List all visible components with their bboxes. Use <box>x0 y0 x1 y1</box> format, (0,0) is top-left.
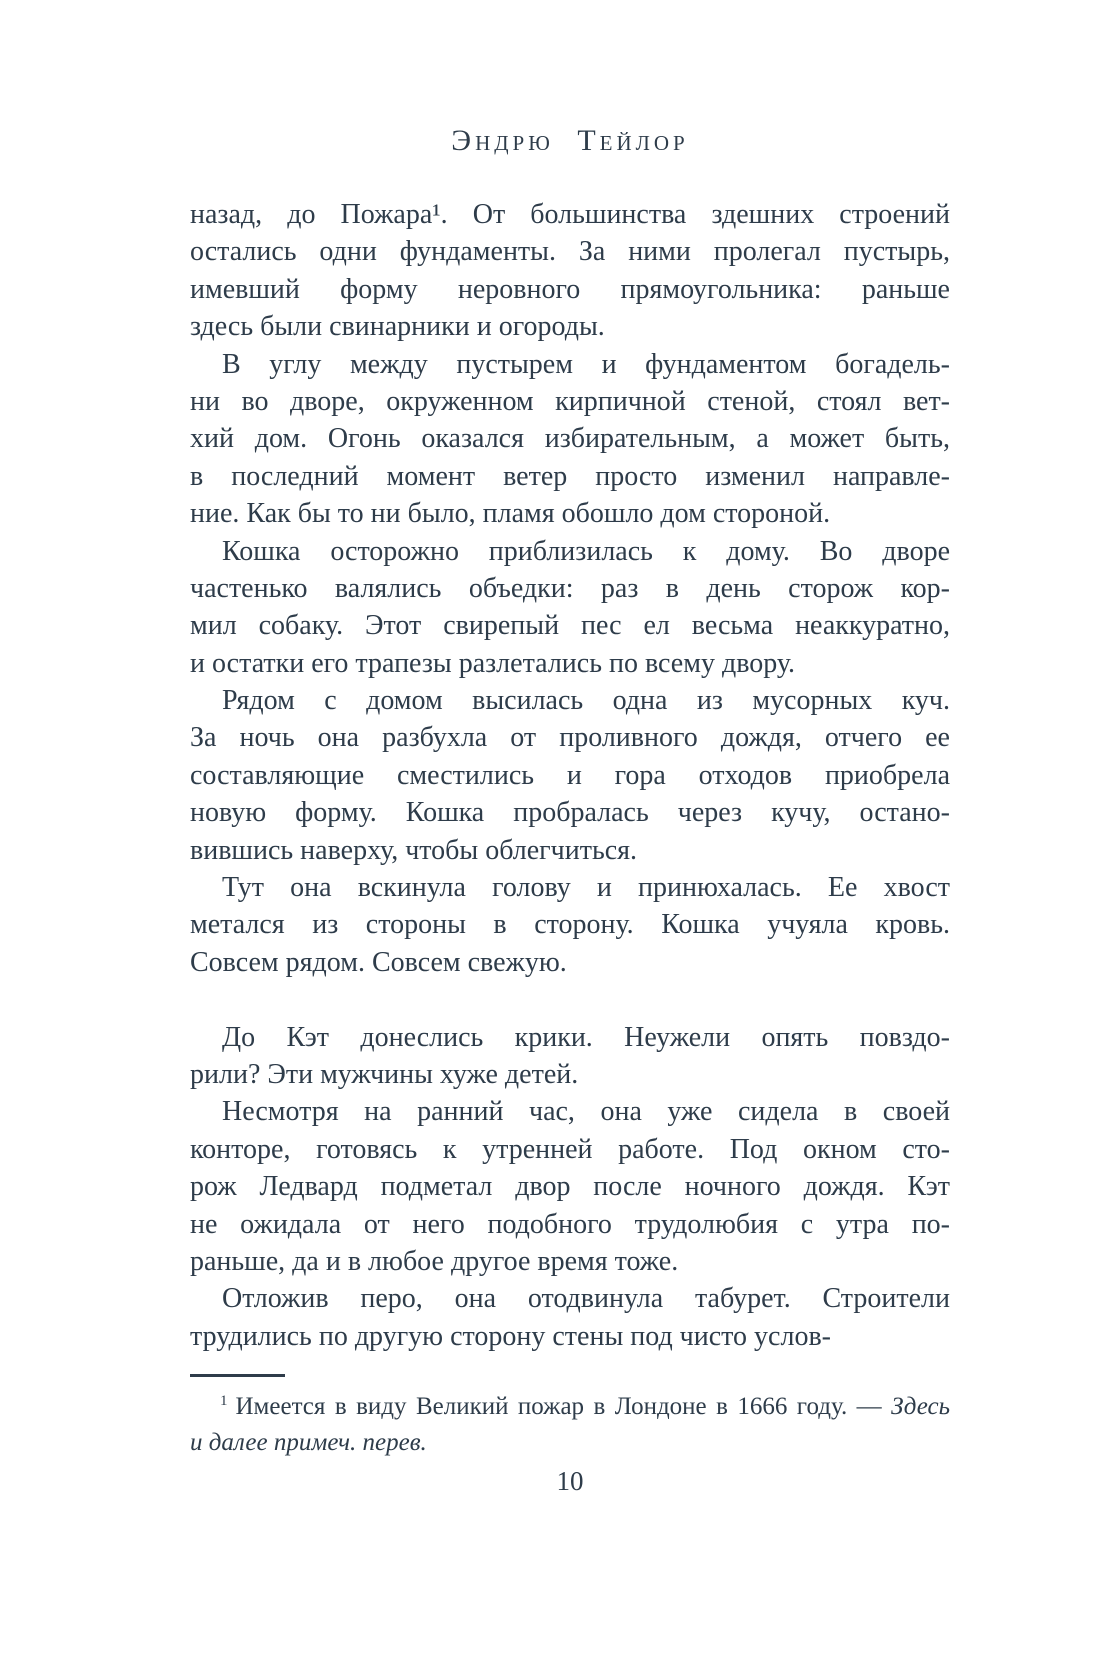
paragraph <box>190 1093 950 1280</box>
text-line: конторе, готовясь к утренней работе. Под окном сто- <box>190 1133 950 1165</box>
text-line: новую форму. Кошка пробралась через кучу, остано- <box>190 797 950 829</box>
text-line: остались одни фундаменты. За ними пролегал пустырь, <box>190 236 950 268</box>
text-line: хий дом. Огонь оказался избирательным, а может быть, <box>190 423 950 455</box>
text-line: имевший форму неровного прямоугольника: раньше <box>190 273 950 305</box>
text-line: ни во дворе, окруженном кирпичной стеной, стоял вет- <box>190 385 950 417</box>
text-line: и остатки его трапезы разлетались по всему двору. <box>190 647 796 679</box>
text-line: Кошка осторожно приблизилась к дому. Во дворе <box>222 535 950 567</box>
footnote-line <box>190 1389 950 1425</box>
paragraph <box>190 196 950 346</box>
text-line: назад, до Пожара¹. От большинства здешних строений <box>190 199 950 230</box>
footnote-separator <box>190 1374 285 1377</box>
text-line: Несмотря на ранний час, она уже сидела в своей <box>222 1096 950 1128</box>
text-line: не ожидала от него подобного трудолюбия с утра по- <box>190 1208 950 1240</box>
text-line: рож Ледвард подметал двор после ночного дождя. Кэт <box>190 1171 950 1203</box>
paragraph <box>190 1019 950 1094</box>
footnote-line <box>190 1425 950 1461</box>
text-line: трудились по другую сторону стены под чисто услов- <box>190 1320 831 1352</box>
text-line: Совсем рядом. Совсем свежую. <box>190 946 567 978</box>
text-line: До Кэт донеслись крики. Неужели опять повздо- <box>222 1021 950 1053</box>
text-line: За ночь она разбухла от проливного дождя, отчего ее <box>190 722 950 754</box>
paragraph <box>190 869 950 981</box>
text-line: ние. Как бы то ни было, пламя обошло дом стороной. <box>190 498 831 530</box>
text-line: мил собаку. Этот свирепый пес ел весьма неаккуратно, <box>190 610 950 642</box>
text-line: частенько валялись объедки: раз в день сторож кор- <box>190 572 950 604</box>
page-number: 10 <box>556 1466 584 1496</box>
paragraph <box>190 346 950 533</box>
footnote-text-italic: и далее примеч. перев. <box>190 1429 427 1456</box>
running-header: Эндрю Тейлор <box>451 124 689 157</box>
text-line: составляющие сместились и гора отходов приобрела <box>190 759 950 791</box>
footnote-text-italic: Здесь <box>891 1393 950 1420</box>
text-line: здесь были свинарники и огороды. <box>190 311 605 343</box>
text-line: Отложив перо, она отодвинула табурет. Строители <box>222 1283 950 1315</box>
text-line: Рядом с домом высилась одна из мусорных куч. <box>222 685 950 717</box>
text-line: рили? Эти мужчины хуже детей. <box>190 1058 579 1090</box>
text-line: в последний момент ветер просто изменил направле- <box>190 460 950 492</box>
text-line: метался из стороны в сторону. Кошка учуяла кровь. <box>190 909 950 941</box>
body-text <box>190 196 950 1355</box>
text-line: вившись наверху, чтобы облегчиться. <box>190 834 638 866</box>
footnote-marker: 1 <box>220 1392 228 1409</box>
text-line: В углу между пустырем и фундаментом богадель- <box>222 348 950 380</box>
text-line: Тут она вскинула голову и принюхалась. Ее хвост <box>222 872 950 904</box>
footnote-section <box>190 1374 950 1461</box>
paragraph <box>190 682 950 869</box>
paragraph <box>190 533 950 683</box>
text-line: раньше, да и в любое другое время тоже. <box>190 1245 679 1277</box>
footnote-text: Имеется в виду Великий пожар в Лондоне в 1666 году. — <box>235 1393 892 1420</box>
paragraph <box>190 1280 950 1355</box>
